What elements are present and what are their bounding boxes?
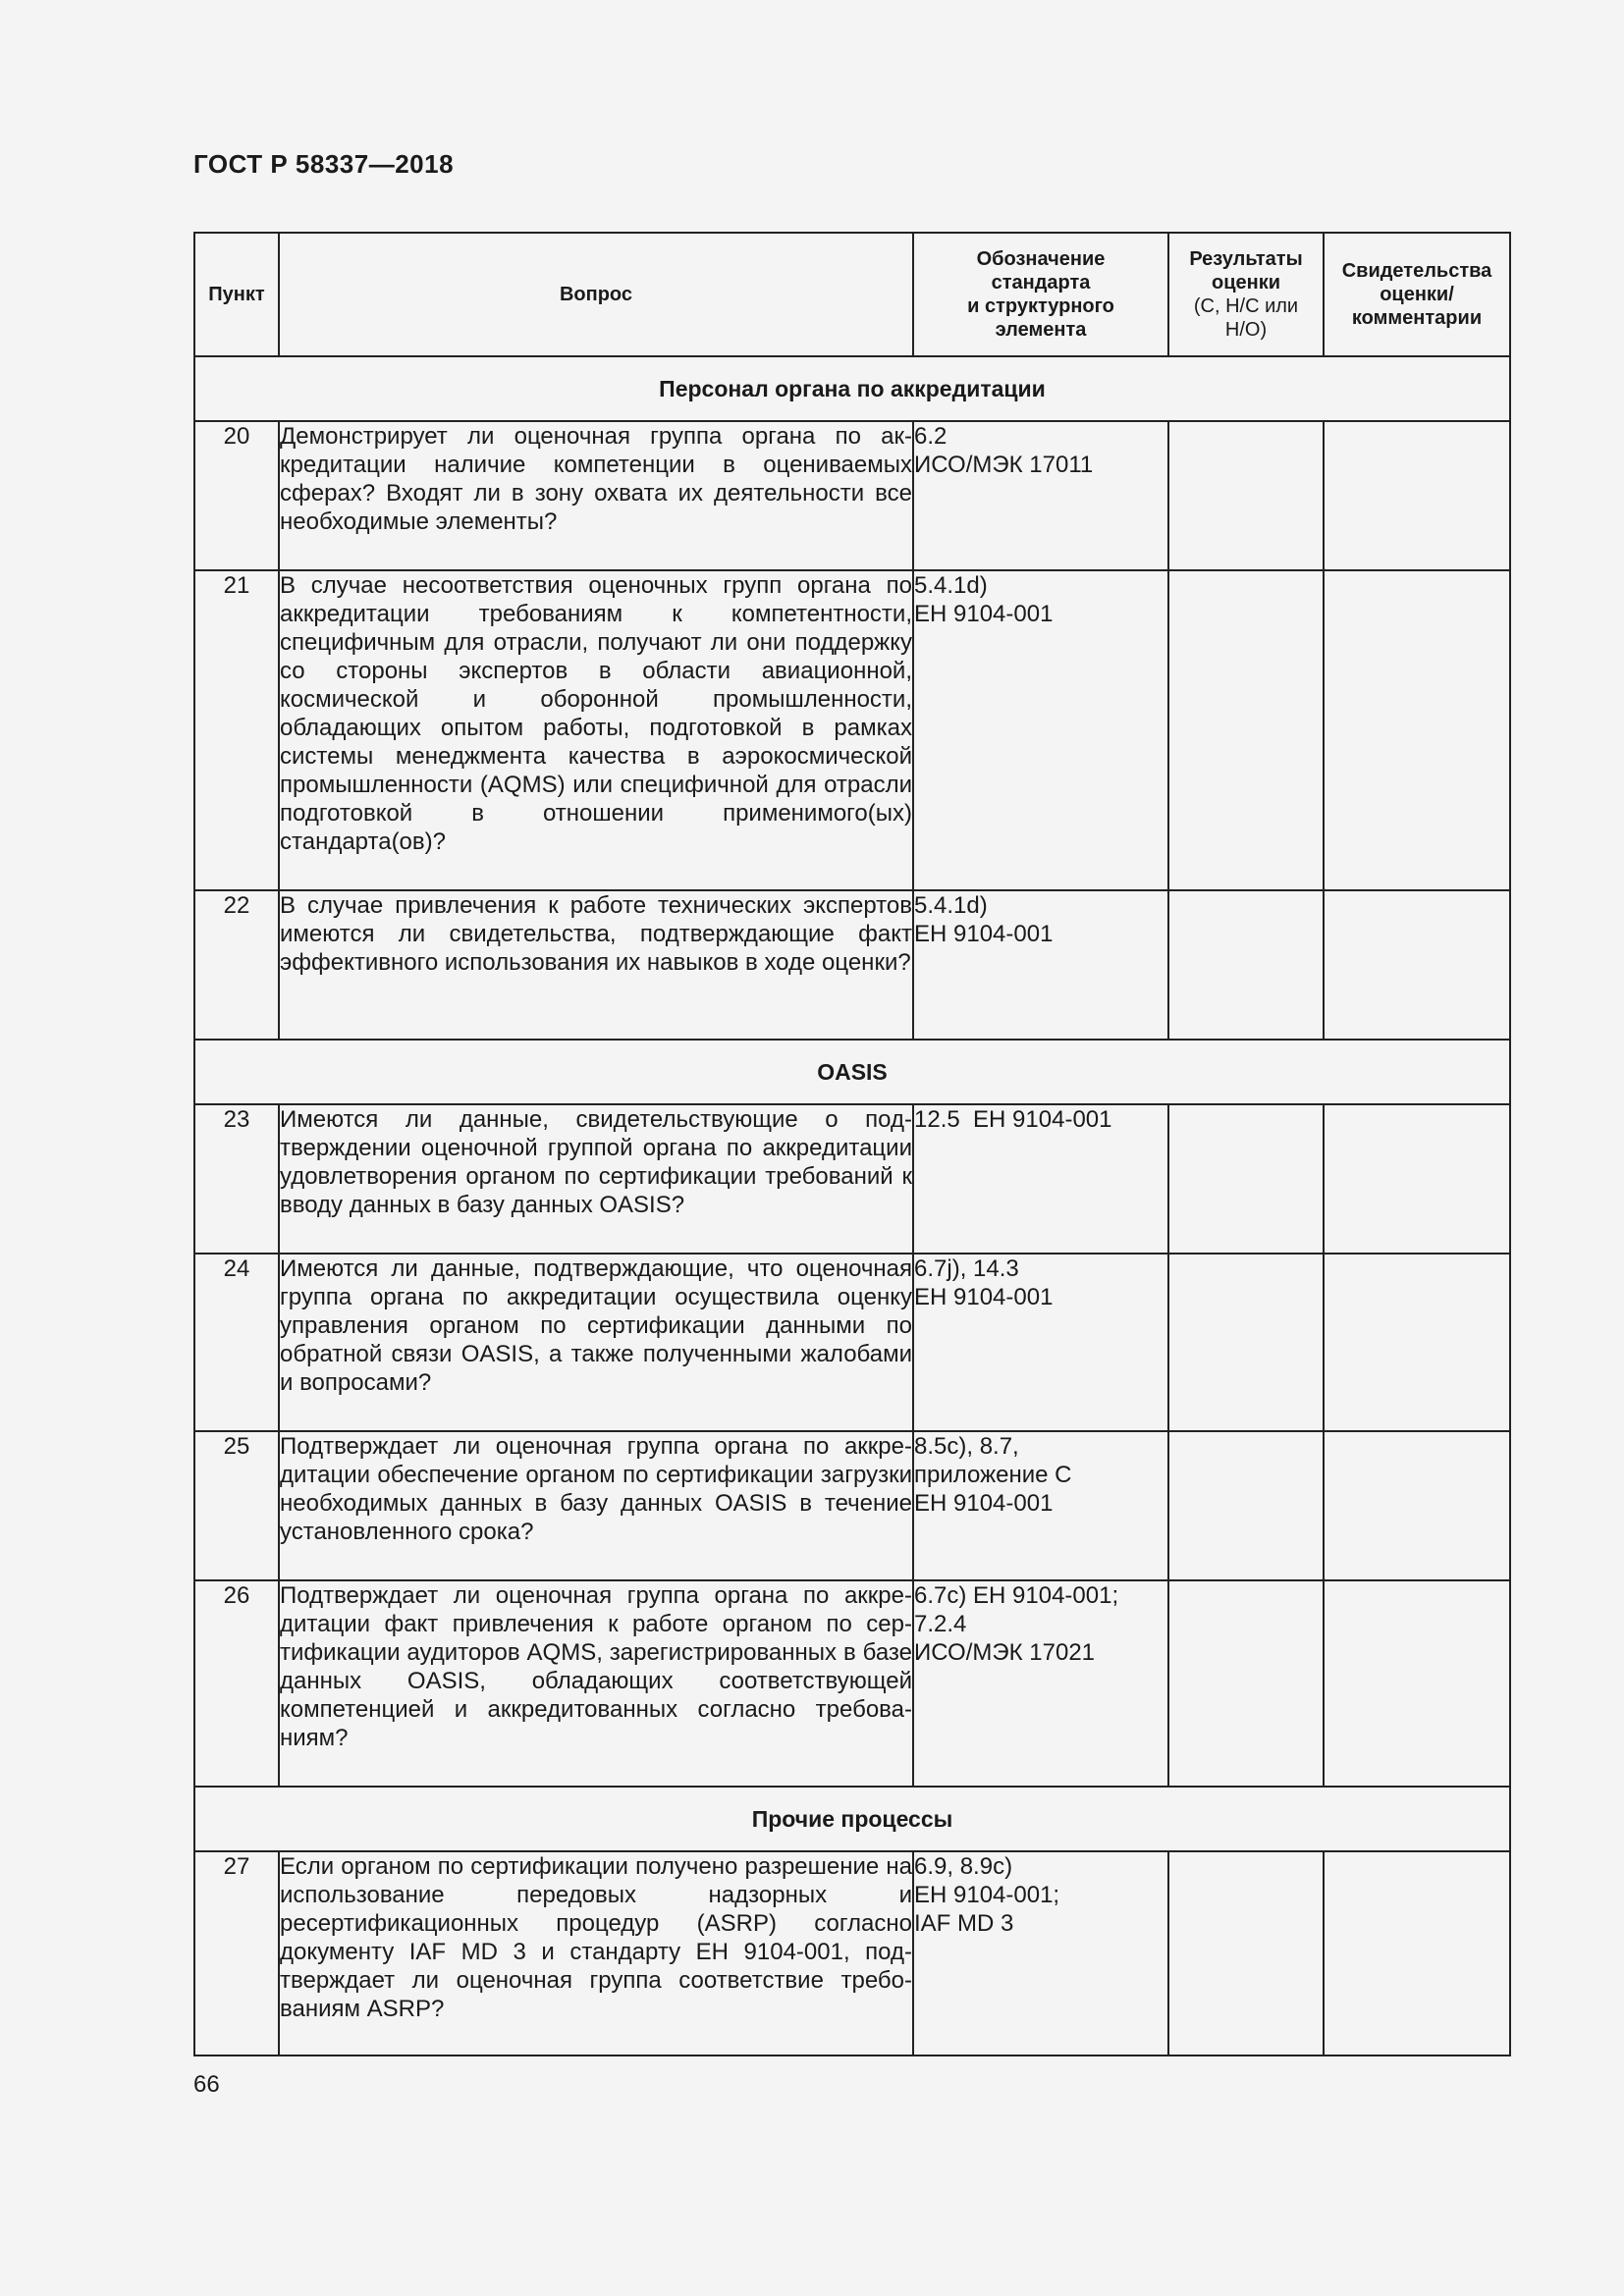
- item-number: 26: [194, 1580, 279, 1787]
- reference-cell: [913, 421, 1168, 570]
- column-header-line: элемента: [995, 319, 1087, 341]
- column-header-line: комментарии: [1351, 307, 1483, 329]
- evidence-cell[interactable]: [1324, 1851, 1510, 2056]
- reference-cell: [913, 1580, 1168, 1787]
- column-header-line: Свидетельства: [1341, 260, 1492, 282]
- result-cell[interactable]: [1168, 1580, 1324, 1787]
- section-row: [194, 356, 1510, 421]
- column-header-results: [1168, 233, 1324, 356]
- section-title: OASIS: [194, 1040, 1510, 1104]
- section-title: Прочие процессы: [194, 1787, 1510, 1851]
- column-header-line: оценки: [1211, 272, 1281, 294]
- reference-line: ЕН 9104-001: [914, 1490, 1054, 1517]
- evidence-cell[interactable]: [1324, 1104, 1510, 1254]
- reference-line: 6.9, 8.9c): [914, 1853, 1013, 1880]
- table-row: [194, 1851, 1510, 2056]
- result-cell[interactable]: [1168, 1431, 1324, 1580]
- result-cell[interactable]: [1168, 890, 1324, 1040]
- question-text: Демонстрирует ли оценочная группа органа по аккредитации наличие компетенции в оцениваемых сферах? Входят ли в зону охвата их деятельности все необходимые элементы?: [279, 421, 913, 570]
- column-header-item: Пункт: [194, 233, 279, 356]
- reference-line: 6.7j), 14.3: [914, 1255, 1019, 1282]
- column-header-line: (С, Н/С или: [1193, 295, 1299, 317]
- question-text: Подтверждает ли оценочная группа органа по аккредитации обеспечение органом по сертификации загрузки необходимых данных в базу данных OASIS в течение установленного срока?: [279, 1431, 913, 1580]
- result-cell[interactable]: [1168, 421, 1324, 570]
- column-header-line: стандарта: [991, 272, 1091, 294]
- table-row: [194, 1104, 1510, 1254]
- column-header-line: Результаты: [1189, 248, 1303, 270]
- reference-cell: [913, 890, 1168, 1040]
- reference-line: 5.4.1d): [914, 892, 988, 919]
- question-text: В случае несоответствия оценочных групп органа по аккредитации требованиям к компетентности, специфичным для отрасли, получают ли они поддержку со стороны экспертов в области авиационной, космической и оборонной промышленности, обладающих опытом работы, подготовкой в рамках системы менеджмента качества в аэрокосмической промышленности (AQMS) или специфичной для отрасли подготовкой в отношении применимого(ых) стандарта(ов)?: [279, 570, 913, 890]
- evidence-cell[interactable]: [1324, 1431, 1510, 1580]
- item-number: 27: [194, 1851, 279, 2056]
- column-header-question: Вопрос: [279, 233, 913, 356]
- document-code: ГОСТ Р 58337—2018: [193, 149, 455, 179]
- section-title: Персонал органа по аккредитации: [194, 356, 1510, 421]
- reference-line: ЕН 9104-001: [914, 1284, 1054, 1310]
- reference-cell: [913, 1104, 1168, 1254]
- table-row: [194, 890, 1510, 1040]
- table-row: [194, 570, 1510, 890]
- page-number: 66: [193, 2071, 220, 2098]
- column-header-reference: [913, 233, 1168, 356]
- reference-line: 7.2.4: [914, 1611, 967, 1637]
- section-row: [194, 1787, 1510, 1851]
- evidence-cell[interactable]: [1324, 890, 1510, 1040]
- section-row: [194, 1040, 1510, 1104]
- evidence-cell[interactable]: [1324, 570, 1510, 890]
- reference-line: IAF MD 3: [914, 1910, 1014, 1937]
- evidence-cell[interactable]: [1324, 1580, 1510, 1787]
- table-row: [194, 1431, 1510, 1580]
- reference-line: ЕН 9104-001: [914, 921, 1054, 947]
- table-row: [194, 1580, 1510, 1787]
- item-number: 24: [194, 1254, 279, 1431]
- table-header-row: [194, 233, 1510, 356]
- column-header-evidence: [1324, 233, 1510, 356]
- reference-line: ИСО/МЭК 17011: [914, 452, 1094, 478]
- question-text: Подтверждает ли оценочная группа органа по аккредитации факт привлечения к работе органом по сертификации аудиторов AQMS, зарегистрированных в базе данных OASIS, обладающих соответствующей компетенцией и аккредитованных согласно требованиям?: [279, 1580, 913, 1787]
- reference-line: ИСО/МЭК 17021: [914, 1639, 1096, 1666]
- result-cell[interactable]: [1168, 1104, 1324, 1254]
- table-row: [194, 421, 1510, 570]
- reference-cell: [913, 1254, 1168, 1431]
- column-header-line: Н/О): [1224, 319, 1268, 341]
- reference-line: 5.4.1d): [914, 572, 988, 599]
- reference-line: приложение С: [914, 1462, 1072, 1488]
- evidence-cell[interactable]: [1324, 421, 1510, 570]
- question-text: Имеются ли данные, подтверждающие, что оценочная группа органа по аккредитации осуществила оценку управления органом по сертификации данными по обратной связи OASIS, а также полученными жалобами и вопросами?: [279, 1254, 913, 1431]
- reference-line: ЕН 9104-001;: [914, 1882, 1060, 1908]
- result-cell[interactable]: [1168, 1254, 1324, 1431]
- item-number: 21: [194, 570, 279, 890]
- result-cell[interactable]: [1168, 570, 1324, 890]
- item-number: 23: [194, 1104, 279, 1254]
- evidence-cell[interactable]: [1324, 1254, 1510, 1431]
- column-header-line: и структурного: [967, 295, 1114, 317]
- reference-cell: [913, 1851, 1168, 2056]
- item-number: 25: [194, 1431, 279, 1580]
- question-text: Имеются ли данные, свидетельствующие о подтверждении оценочной группой органа по аккредитации удовлетворения органом по сертификации требований к вводу данных в базу данных OASIS?: [279, 1104, 913, 1254]
- table-row: [194, 1254, 1510, 1431]
- reference-line: 6.2: [914, 423, 947, 450]
- item-number: 22: [194, 890, 279, 1040]
- reference-cell: [913, 1431, 1168, 1580]
- question-text: В случае привлечения к работе технических экспертов имеются ли свидетельства, подтверждающие факт эффективного использования их навыков в ходе оценки?: [279, 890, 913, 1040]
- reference-line: ЕН 9104-001: [914, 601, 1054, 627]
- reference-cell: [913, 570, 1168, 890]
- column-header-line: оценки/: [1380, 284, 1454, 305]
- assessment-checklist-table: [193, 232, 1511, 2056]
- result-cell[interactable]: [1168, 1851, 1324, 2056]
- reference-line: 12.5 ЕН 9104-001: [914, 1106, 1112, 1133]
- column-header-line: Обозначение: [976, 248, 1106, 270]
- question-text: Если органом по сертификации получено разрешение на использование передовых надзорных и ресертификационных процедур (ASRP) согласно документу IAF MD 3 и стандарту ЕН 9104-001, подтверждает ли оценочная группа соответствие требованиям ASRP?: [279, 1851, 913, 2056]
- reference-line: 8.5c), 8.7,: [914, 1433, 1019, 1460]
- reference-line: 6.7c) ЕН 9104-001;: [914, 1582, 1119, 1609]
- item-number: 20: [194, 421, 279, 570]
